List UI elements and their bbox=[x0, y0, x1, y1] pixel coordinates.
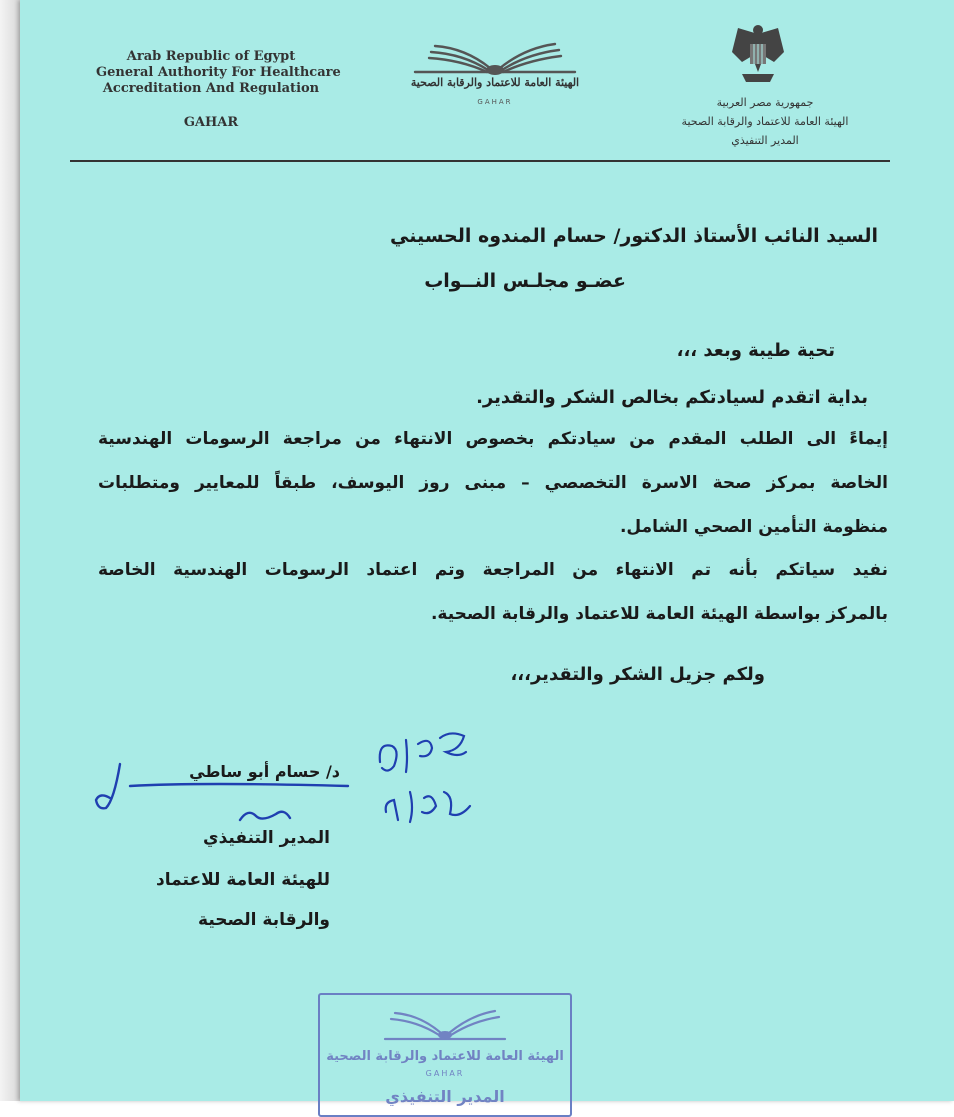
logo-sub: GAHAR bbox=[477, 98, 513, 106]
paragraph-thanks: بداية اتقدم لسيادتكم بخالص الشكر والتقدير. bbox=[476, 387, 868, 408]
official-stamp bbox=[318, 993, 572, 1117]
stamp-sub: GAHAR bbox=[425, 1069, 465, 1078]
paragraph-line-1: إيماءً الى الطلب المقدم من سيادتكم بخصوص الانتهاء من مراجعة الرسومات الهندسية bbox=[98, 429, 888, 449]
stamp-text: الهيئة العامة للاعتماد والرقابة الصحية bbox=[326, 1049, 564, 1064]
egypt-eagle-emblem-icon bbox=[728, 22, 788, 88]
addressee-title: عضـو مجلـس النــواب bbox=[424, 270, 626, 292]
closing: ولكم جزيل الشكر والتقدير،،، bbox=[510, 664, 765, 685]
eagle-wings-icon bbox=[395, 38, 595, 78]
letter-paper bbox=[20, 0, 954, 1101]
letterhead-english bbox=[96, 49, 341, 131]
signatory-title-line-2: للهيئة العامة للاعتماد bbox=[156, 870, 330, 890]
letterhead-arabic-line-2: الهيئة العامة للاعتماد والرقابة الصحية bbox=[681, 115, 849, 128]
stamp-eagle-icon bbox=[375, 1005, 515, 1043]
logo-name: الهيئة العامة للاعتماد والرقابة الصحية bbox=[410, 76, 580, 89]
letterhead-english-line-1: Arab Republic of Egypt bbox=[126, 49, 296, 64]
signatory-title-line-3: والرقابة الصحية bbox=[198, 910, 330, 930]
paragraph-line-3: منظومة التأمين الصحي الشامل. bbox=[619, 517, 888, 537]
signatory-name: د/ حسام أبو ساطي bbox=[189, 762, 340, 781]
page-edge-shadow bbox=[0, 0, 20, 1101]
handwritten-note bbox=[370, 722, 480, 832]
paragraph-line-4: نفيد سياتكم بأنه تم الانتهاء من المراجعة وتم اعتماد الرسومات الهندسية الخاصة bbox=[98, 560, 888, 580]
signatory-title-line-1: المدير التنفيذي bbox=[203, 828, 330, 848]
letterhead-english-line-2: General Authority For Healthcare bbox=[96, 65, 341, 80]
letterhead-arabic-line-3: المدير التنفيذي bbox=[731, 134, 799, 147]
gahar-logo bbox=[395, 38, 595, 118]
letterhead-abbr: GAHAR bbox=[183, 115, 239, 130]
letterhead-arabic-line-1: جمهورية مصر العربية bbox=[716, 96, 814, 109]
paragraph-line-5: بالمركز بواسطة الهيئة العامة للاعتماد والرقابة الصحية. bbox=[430, 604, 888, 624]
letterhead-english-line-3: Accreditation And Regulation bbox=[102, 81, 320, 96]
header-divider bbox=[70, 160, 890, 162]
greeting: تحية طيبة وبعد ،،، bbox=[676, 340, 835, 361]
paragraph-line-2: الخاصة بمركز صحة الاسرة التخصصي – مبنى روز اليوسف، طبقاً للمعايير ومتطلبات bbox=[98, 473, 888, 493]
signature bbox=[80, 760, 350, 832]
stamp-bottom: المدير التنفيذي bbox=[385, 1087, 505, 1106]
letterhead-arabic bbox=[640, 93, 890, 150]
addressee: السيد النائب الأستاذ الدكتور/ حسام المندوه الحسيني bbox=[389, 225, 878, 247]
